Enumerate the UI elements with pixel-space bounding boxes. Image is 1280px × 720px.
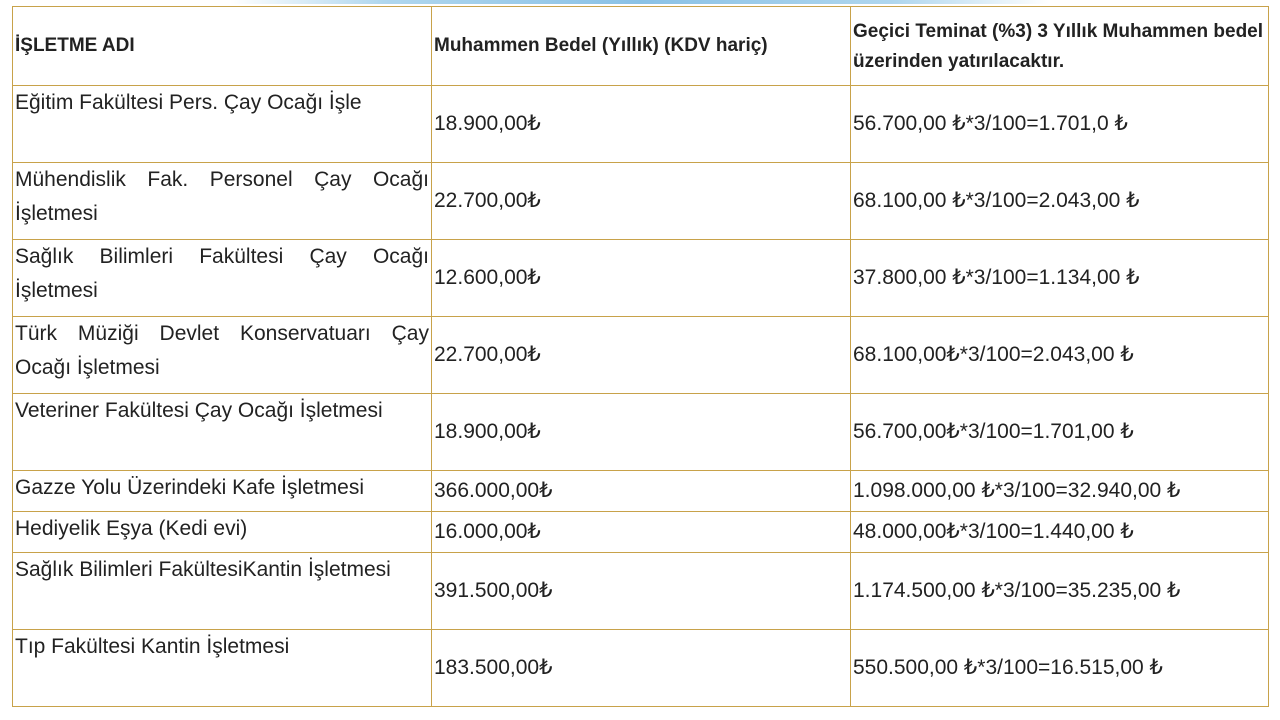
table-row: [13, 471, 1269, 512]
estimated-price-cell: 16.000,00₺: [432, 512, 851, 553]
table-row: [13, 317, 1269, 394]
table-row: [13, 163, 1269, 240]
estimated-price-cell: 183.500,00₺: [432, 630, 851, 707]
table-row: [13, 394, 1269, 471]
business-name-cell: Türk Müziği Devlet Konservatuarı Çay Ocağı İşletmesi: [13, 317, 432, 394]
estimated-price-cell: 22.700,00₺: [432, 317, 851, 394]
business-name-cell: Sağlık Bilimleri FakültesiKantin İşletmesi: [13, 553, 432, 630]
table-header-row: [13, 7, 1269, 86]
guarantee-cell: 56.700,00 ₺*3/100=1.701,0 ₺: [851, 86, 1269, 163]
business-name-cell: Tıp Fakültesi Kantin İşletmesi: [13, 630, 432, 707]
tender-table: [12, 6, 1269, 707]
estimated-price-cell: 22.700,00₺: [432, 163, 851, 240]
guarantee-cell: 37.800,00 ₺*3/100=1.134,00 ₺: [851, 240, 1269, 317]
estimated-price-cell: 18.900,00₺: [432, 86, 851, 163]
header-temporary-guarantee: Geçici Teminat (%3) 3 Yıllık Muhammen bedel üzerinden yatırılacaktır.: [851, 7, 1269, 86]
business-name-cell: Mühendislik Fak. Personel Çay Ocağı İşletmesi: [13, 163, 432, 240]
table-row: [13, 240, 1269, 317]
business-name-cell: Gazze Yolu Üzerindeki Kafe İşletmesi: [13, 471, 432, 512]
guarantee-cell: 68.100,00 ₺*3/100=2.043,00 ₺: [851, 163, 1269, 240]
header-business-name: İŞLETME ADI: [13, 7, 432, 86]
table-row: [13, 512, 1269, 553]
header-estimated-price: Muhammen Bedel (Yıllık) (KDV hariç): [432, 7, 851, 86]
estimated-price-cell: 391.500,00₺: [432, 553, 851, 630]
guarantee-cell: 68.100,00₺*3/100=2.043,00 ₺: [851, 317, 1269, 394]
guarantee-cell: 56.700,00₺*3/100=1.701,00 ₺: [851, 394, 1269, 471]
business-name-cell: Hediyelik Eşya (Kedi evi): [13, 512, 432, 553]
estimated-price-cell: 366.000,00₺: [432, 471, 851, 512]
estimated-price-cell: 18.900,00₺: [432, 394, 851, 471]
table-row: [13, 86, 1269, 163]
guarantee-cell: 48.000,00₺*3/100=1.440,00 ₺: [851, 512, 1269, 553]
guarantee-cell: 550.500,00 ₺*3/100=16.515,00 ₺: [851, 630, 1269, 707]
business-name-cell: Eğitim Fakültesi Pers. Çay Ocağı İşle: [13, 86, 432, 163]
estimated-price-cell: 12.600,00₺: [432, 240, 851, 317]
guarantee-cell: 1.098.000,00 ₺*3/100=32.940,00 ₺: [851, 471, 1269, 512]
top-decorative-strip: [0, 0, 1280, 4]
guarantee-cell: 1.174.500,00 ₺*3/100=35.235,00 ₺: [851, 553, 1269, 630]
table-row: [13, 630, 1269, 707]
business-name-cell: Veteriner Fakültesi Çay Ocağı İşletmesi: [13, 394, 432, 471]
business-name-cell: Sağlık Bilimleri Fakültesi Çay Ocağı İşletmesi: [13, 240, 432, 317]
table-row: [13, 553, 1269, 630]
